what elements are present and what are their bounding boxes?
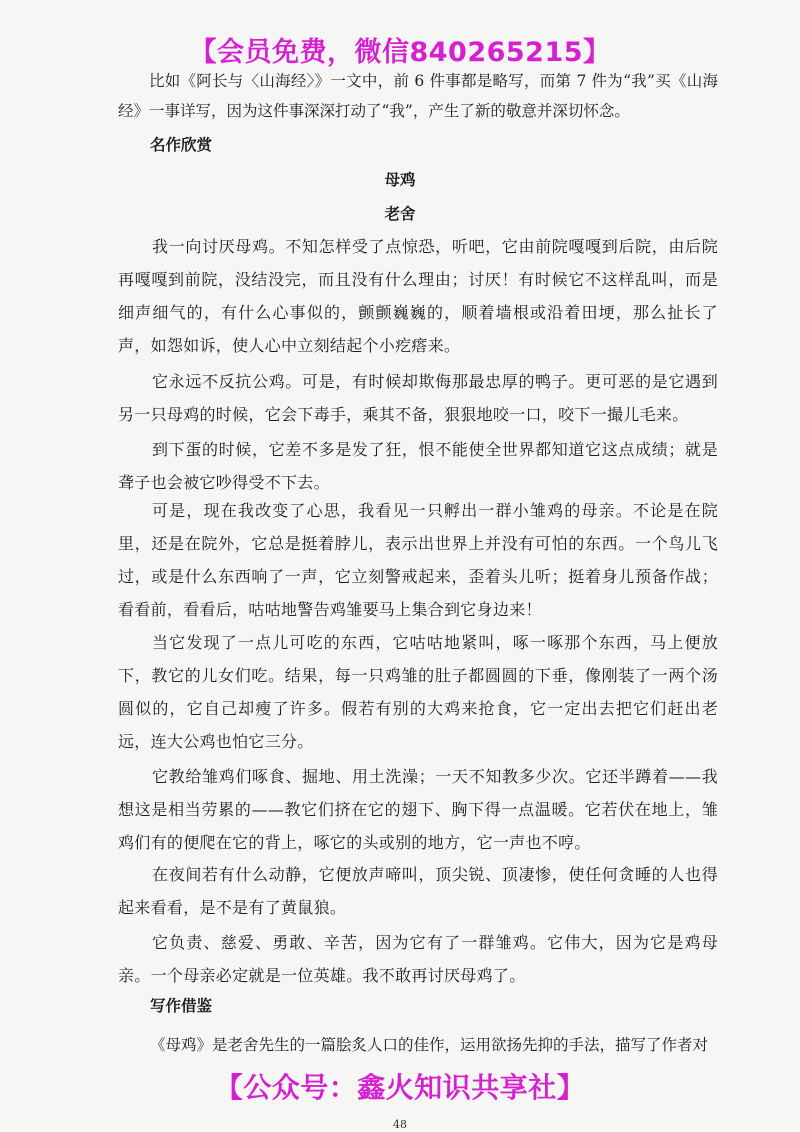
essay-paragraph: 在夜间若有什么动静，它便放声啼叫，顶尖锐、顶凄惨，使任何贪睡的人也得起来看看，是不是有了黄鼠狼。	[118, 865, 718, 917]
essay-title: 母鸡	[384, 170, 416, 189]
page-number: 48	[393, 1118, 407, 1131]
top-watermark-banner: 【会员免费，微信840265215】	[189, 37, 611, 68]
writing-paragraph: 《母鸡》是老舍先生的一篇脍炙人口的佳作，运用欲扬先抑的手法，描写了作者对	[150, 1036, 709, 1054]
bottom-watermark-banner: 【公众号：鑫火知识共享社】	[214, 1071, 586, 1104]
essay-paragraph: 我一向讨厌母鸡。不知怎样受了点惊恐，听吧，它由前院嘎嘎到后院，由后院再嘎嘎到前院，没结没完，而且没有什么理由；讨厌！有时候它不这样乱叫，而是细声细气的，有什么心事似的，颤颤巍巍的，顺着墙根或沿着田埂，那么扯长了声，如怨如诉，使人心中立刻结起个小疙瘩来。	[118, 237, 718, 355]
section-heading-writing: 写作借鉴	[150, 997, 213, 1015]
essay-paragraph: 到下蛋的时候，它差不多是发了狂，恨不能使全世界都知道它这点成绩；就是聋子也会被它吵得受不下去。	[118, 440, 718, 492]
essay-paragraph: 当它发现了一点儿可吃的东西，它咕咕地紧叫，啄一啄那个东西，马上便放下，教它的儿女们吃。结果，每一只鸡雏的肚子都圆圆的下垂，像刚装了一两个汤圆似的，它自己却瘦了许多。假若有别的大鸡来抢食，它一定出去把它们赶出老远，连大公鸡也怕它三分。	[118, 633, 718, 751]
section-heading-appreciation: 名作欣赏	[150, 136, 213, 154]
essay-author: 老舍	[384, 204, 416, 223]
essay-paragraph: 它负责、慈爱、勇敢、辛苦，因为它有了一群雏鸡。它伟大，因为它是鸡母亲。一个母亲必定就是一位英雄。我不敢再讨厌母鸡了。	[118, 933, 718, 985]
essay-paragraph: 它教给雏鸡们啄食、掘地、用土洗澡；一天不知教多少次。它还半蹲着——我想这是相当劳累的——教它们挤在它的翅下、胸下得一点温暖。它若伏在地上，雏鸡们有的便爬在它的背上，啄它的头或别的地方，它一声也不哼。	[118, 767, 718, 852]
essay-paragraph: 可是，现在我改变了心思，我看见一只孵出一群小雏鸡的母亲。不论是在院里，还是在院外，它总是挺着脖儿，表示出世界上并没有可怕的东西。一个鸟儿飞过，或是什么东西响了一声，它立刻警戒起来，歪着头儿听；挺着身儿预备作战；看看前，看看后，咕咕地警告鸡雏要马上集合到它身边来！	[118, 501, 718, 619]
essay-paragraph: 它永远不反抗公鸡。可是，有时候却欺侮那最忠厚的鸭子。更可恶的是它遇到另一只母鸡的时候，它会下毒手，乘其不备，狠狠地咬一口，咬下一撮儿毛来。	[118, 372, 718, 424]
intro-paragraph: 比如《阿长与〈山海经〉》一文中，前 6 件事都是略写，而第 7 件为“我”买《山海经》一事详写，因为这件事深深打动了“我”，产生了新的敬意并深切怀念。	[118, 72, 718, 120]
